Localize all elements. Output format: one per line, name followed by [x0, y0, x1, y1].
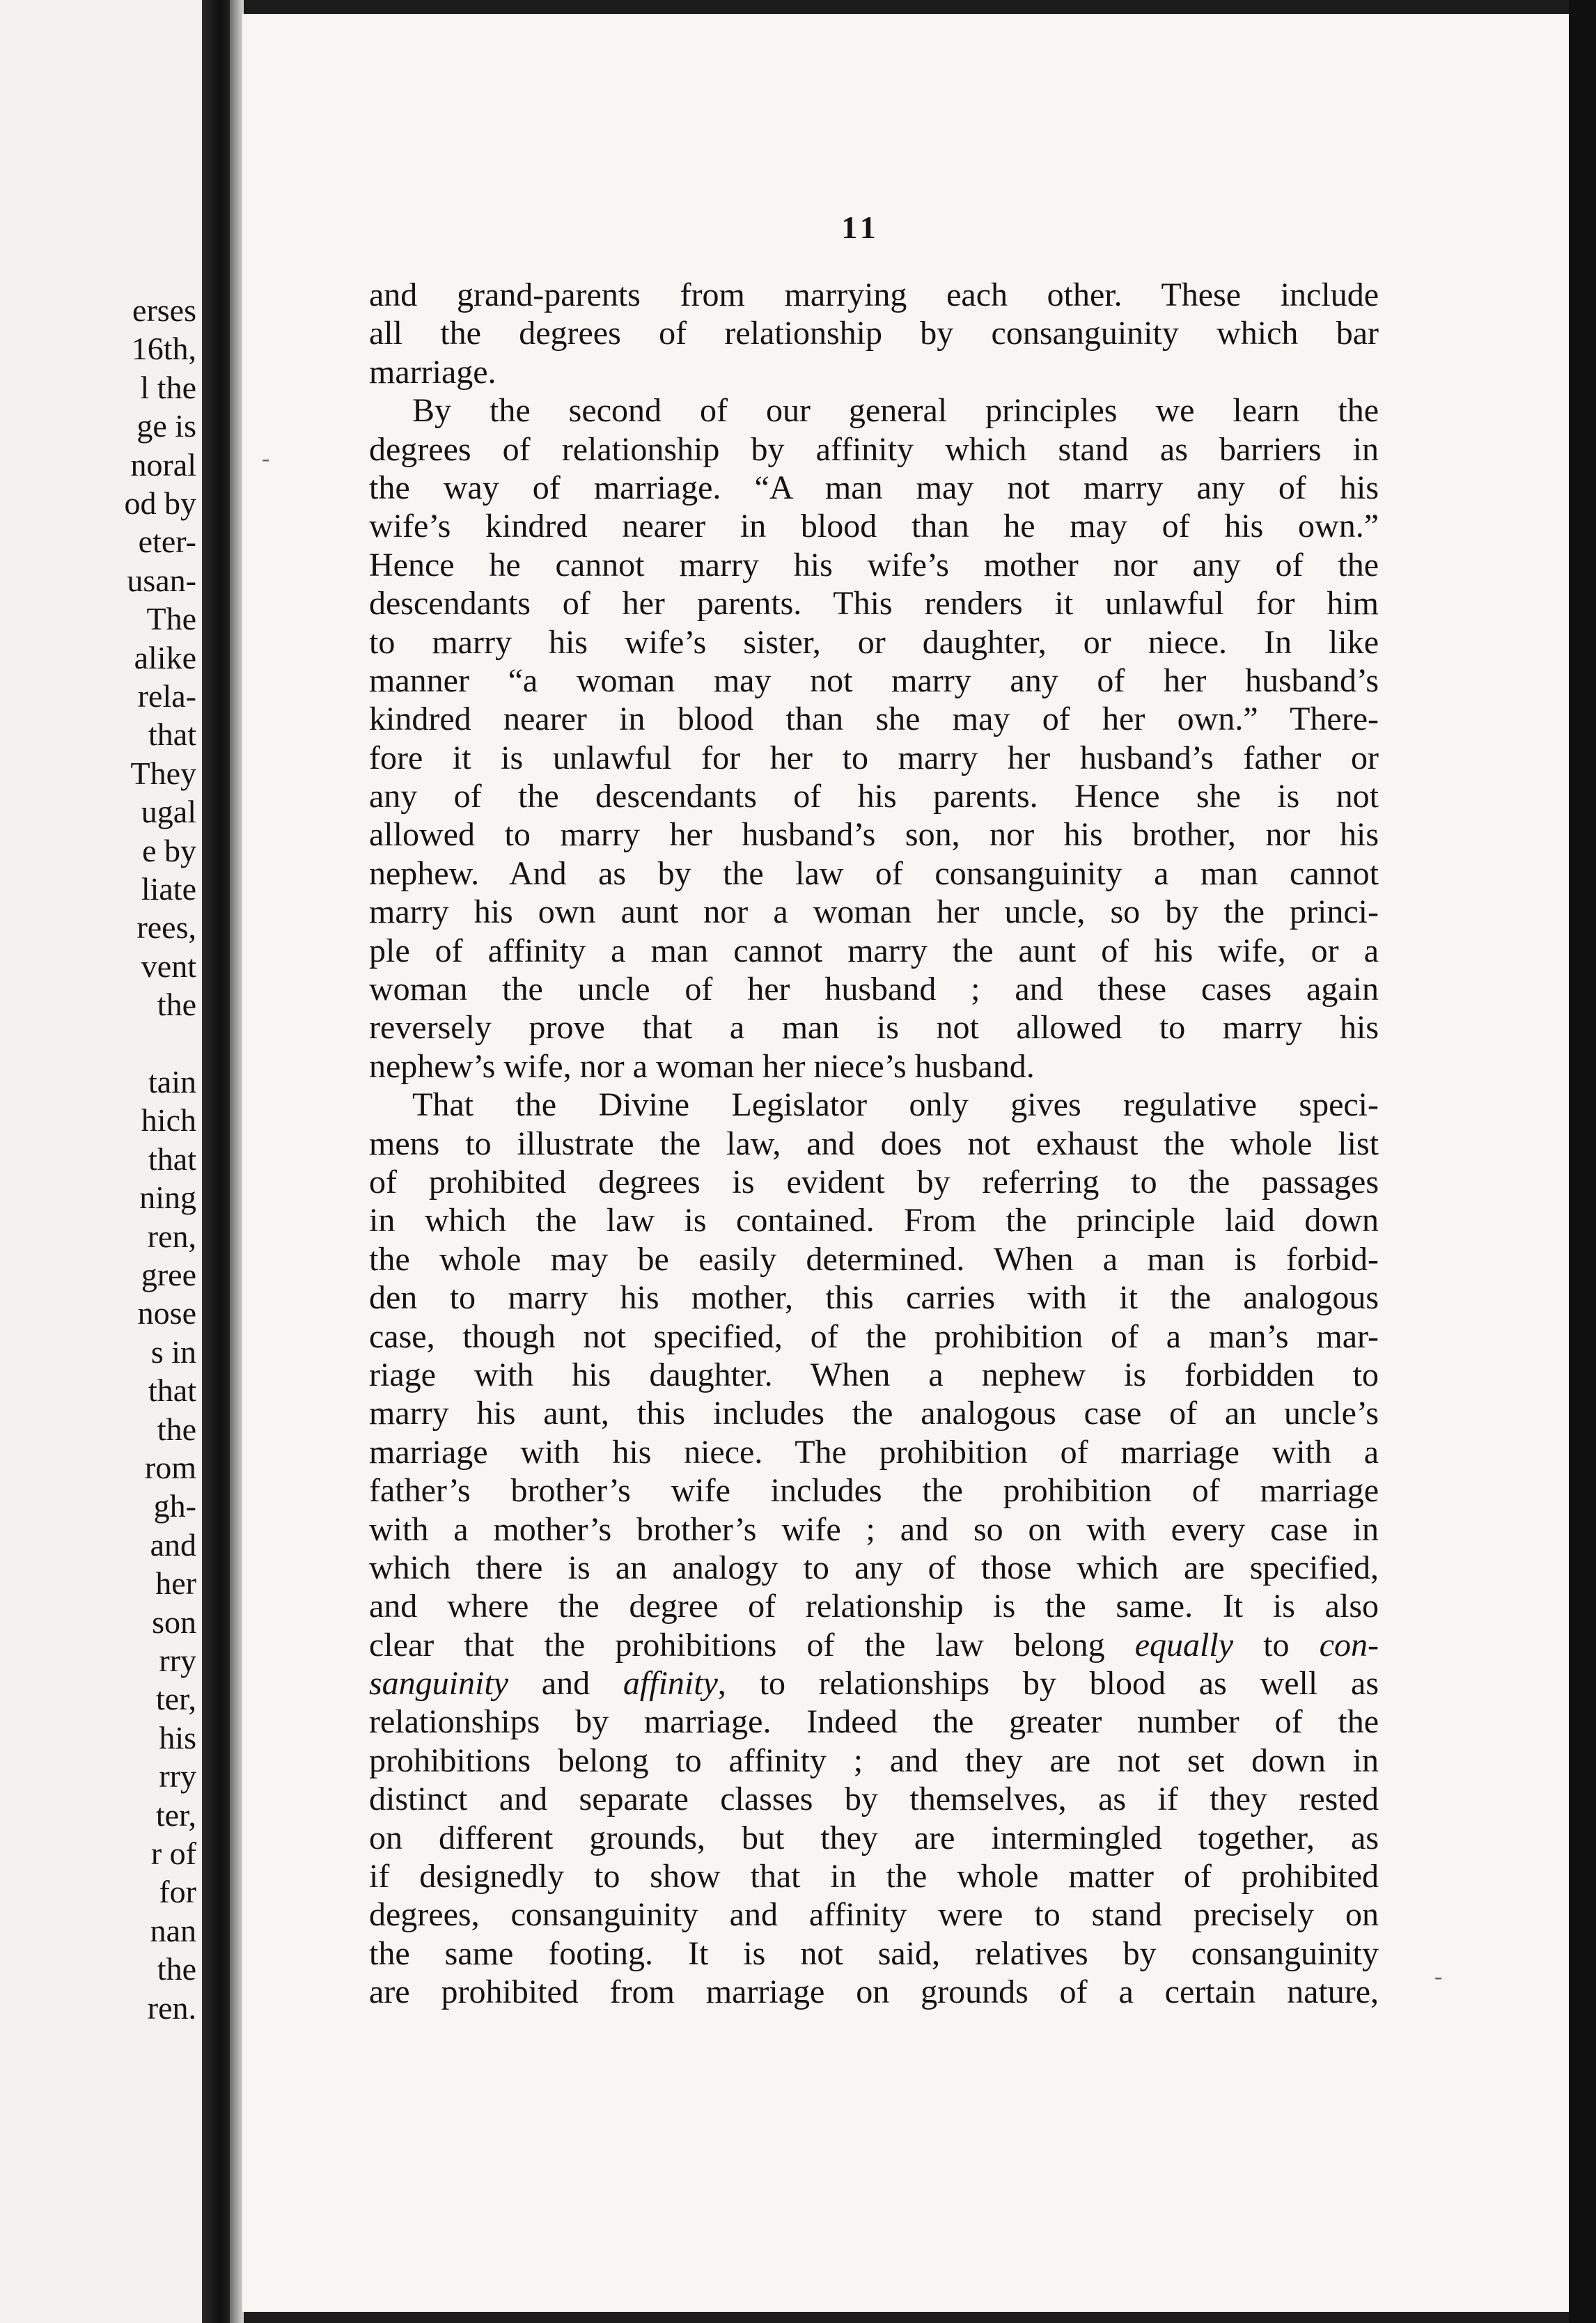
- italic-text-segment: con-: [1319, 1626, 1379, 1664]
- gutter-page-curl: [230, 0, 244, 2323]
- facing-page-line-ending: rry: [159, 1643, 196, 1678]
- margin-dash-mark: -: [1434, 1964, 1443, 1989]
- facing-page-line-ending: the: [157, 1411, 196, 1447]
- text-line: Hence he cannot marry his wife’s mother nor any of the: [369, 546, 1379, 584]
- facing-page-line-ending: and: [150, 1526, 196, 1563]
- text-line: and grand-parents from marrying each other. These include: [369, 276, 1379, 313]
- text-line: descendants of her parents. This renders it unlawful for him: [369, 585, 1379, 623]
- facing-page-line-ending: The: [146, 601, 196, 637]
- text-line: in which the law is contained. From the principle laid down: [369, 1202, 1379, 1239]
- text-line: are prohibited from marriage on grounds of a certain nature,: [369, 1973, 1379, 2011]
- text-line: By the second of our general principles we learn the: [412, 392, 1379, 430]
- facing-page-line-ending: ge is: [136, 408, 196, 444]
- text-line: woman the uncle of her husband ; and these cases again: [369, 971, 1379, 1008]
- facing-page-line-ending: ugal: [141, 794, 196, 830]
- text-segment: to: [1233, 1626, 1320, 1664]
- text-line: fore it is unlawful for her to marry her husband’s father or: [369, 739, 1379, 776]
- facing-page-line-ending: that: [148, 1141, 196, 1177]
- text-line: marriage.: [369, 353, 496, 391]
- facing-page-line-ending: her: [155, 1565, 196, 1602]
- text-line: the way of marriage. “A man may not marry any of his: [369, 469, 1379, 506]
- facing-page-line-ending: usan-: [127, 562, 196, 598]
- text-line: marriage with his niece. The prohibition of marriage with a: [369, 1433, 1379, 1471]
- facing-page-line-ending: ter,: [155, 1797, 196, 1833]
- text-line: riage with his daughter. When a nephew is forbidden to: [369, 1356, 1379, 1393]
- facing-page-line-ending: tain: [148, 1064, 196, 1100]
- text-line: den to marry his mother, this carries with it the analogous: [369, 1279, 1379, 1317]
- facing-page-line-ending: the: [157, 987, 196, 1023]
- text-line: manner “a woman may not marry any of her husband’s: [369, 662, 1379, 699]
- text-line: ple of affinity a man cannot marry the aunt of his wife, or a: [369, 932, 1379, 969]
- page-number: 11: [841, 210, 880, 245]
- facing-page-line-ending: the: [157, 1951, 196, 1987]
- text-segment: and: [508, 1665, 623, 1703]
- facing-page-line-ending: 16th,: [131, 331, 196, 367]
- facing-page-sliver: [0, 0, 202, 2323]
- text-line: if designedly to show that in the whole matter of prohibited: [369, 1858, 1379, 1895]
- italic-text-segment: equally: [1134, 1626, 1234, 1664]
- facing-page-line-ending: that: [148, 1372, 196, 1409]
- text-line: That the Divine Legislator only gives regulative speci-: [412, 1086, 1379, 1124]
- facing-page-line-ending: son: [152, 1604, 196, 1640]
- text-line: case, though not specified, of the prohibition of a man’s mar-: [369, 1317, 1379, 1355]
- facing-page-line-ending: gh-: [153, 1488, 196, 1524]
- text-line: wife’s kindred nearer in blood than he may of his own.”: [369, 508, 1379, 545]
- text-line: father’s brother’s wife includes the prohibition of marriage: [369, 1472, 1379, 1510]
- facing-page-line-ending: They: [130, 755, 196, 791]
- text-line: on different grounds, but they are intermingled together, as: [369, 1819, 1379, 1856]
- text-line: degrees of relationship by affinity which stand as barriers in: [369, 430, 1379, 468]
- italic-text-segment: affinity: [623, 1665, 718, 1703]
- facing-page-line-ending: ter,: [155, 1681, 196, 1717]
- facing-page-line-ending: rela-: [137, 678, 196, 714]
- facing-page-line-ending: ren.: [147, 1989, 196, 2026]
- text-line: [369, 1664, 1379, 1703]
- text-line: of prohibited degrees is evident by referring to the passages: [369, 1163, 1379, 1200]
- text-line: degrees, consanguinity and affinity were to stand precisely on: [369, 1896, 1379, 1934]
- facing-page-line-ending: eter-: [138, 524, 196, 560]
- facing-page-line-ending: ren,: [147, 1218, 196, 1254]
- facing-page-line-ending: liate: [141, 871, 196, 907]
- facing-page-line-ending: od by: [124, 485, 196, 521]
- facing-page-line-ending: for: [159, 1874, 196, 1910]
- text-line: nephew. And as by the law of consanguinity a man cannot: [369, 854, 1379, 892]
- facing-page-line-ending: ning: [139, 1180, 196, 1216]
- facing-page-line-ending: gree: [141, 1257, 196, 1292]
- facing-page-line-ending: rees,: [136, 909, 196, 946]
- text-line: any of the descendants of his parents. Hence she is not: [369, 778, 1379, 815]
- text-line: to marry his wife’s sister, or daughter, or niece. In like: [369, 623, 1379, 661]
- facing-page-line-ending: e by: [142, 832, 196, 868]
- text-segment: , to relationships by blood as well as: [717, 1665, 1379, 1703]
- text-line: prohibitions belong to affinity ; and they are not set down in: [369, 1742, 1379, 1779]
- facing-page-line-ending: his: [159, 1719, 196, 1755]
- facing-page-line-ending: rom: [144, 1450, 196, 1485]
- facing-page-line-ending: erses: [132, 292, 196, 328]
- facing-page-line-ending: l the: [140, 369, 196, 405]
- text-line: reversely prove that a man is not allowed to marry his: [369, 1009, 1379, 1047]
- facing-page-line-ending: nan: [150, 1912, 196, 1948]
- text-line: and where the degree of relationship is the same. It is also: [369, 1588, 1379, 1625]
- facing-page-line-ending: s in: [150, 1333, 196, 1370]
- text-line: all the degrees of relationship by consanguinity which bar: [369, 315, 1379, 352]
- facing-page-line-ending: rry: [159, 1758, 196, 1794]
- text-line: marry his aunt, this includes the analogous case of an uncle’s: [369, 1395, 1379, 1432]
- facing-page-line-ending: hich: [141, 1102, 196, 1139]
- italic-text-segment: sanguinity: [369, 1665, 508, 1703]
- text-line: allowed to marry her husband’s son, nor his brother, nor his: [369, 816, 1379, 854]
- text-segment: clear that the prohibitions of the law belong: [369, 1626, 1135, 1664]
- page-right-edge-shadow: [1569, 0, 1596, 2323]
- text-line: [369, 1626, 1379, 1664]
- text-line: distinct and separate classes by themselves, as if they rested: [369, 1781, 1379, 1818]
- facing-page-line-ending: alike: [134, 639, 196, 675]
- text-line: kindred nearer in blood than she may of her own.” There-: [369, 701, 1379, 738]
- text-line: with a mother’s brother’s wife ; and so on with every case in: [369, 1510, 1379, 1548]
- text-line: marry his own aunt nor a woman her uncle, so by the princi-: [369, 893, 1379, 931]
- facing-page-line-ending: vent: [141, 948, 196, 984]
- facing-page-line-ending: nose: [137, 1295, 196, 1331]
- facing-page-line-ending: noral: [130, 446, 196, 483]
- text-line: nephew’s wife, nor a woman her niece’s husband.: [369, 1047, 1035, 1085]
- text-line: the whole may be easily determined. When a man is forbid-: [369, 1240, 1379, 1278]
- facing-page-line-ending: r of: [150, 1836, 196, 1871]
- text-line: mens to illustrate the law, and does not exhaust the whole list: [369, 1125, 1379, 1162]
- text-line: which there is an analogy to any of those which are specified,: [369, 1549, 1379, 1586]
- text-line: relationships by marriage. Indeed the greater number of the: [369, 1703, 1379, 1741]
- text-line: the same footing. It is not said, relatives by consanguinity: [369, 1934, 1379, 1972]
- margin-dash-mark: -: [262, 446, 270, 471]
- facing-page-line-ending: that: [148, 717, 196, 753]
- page-body-text: [369, 276, 1379, 2012]
